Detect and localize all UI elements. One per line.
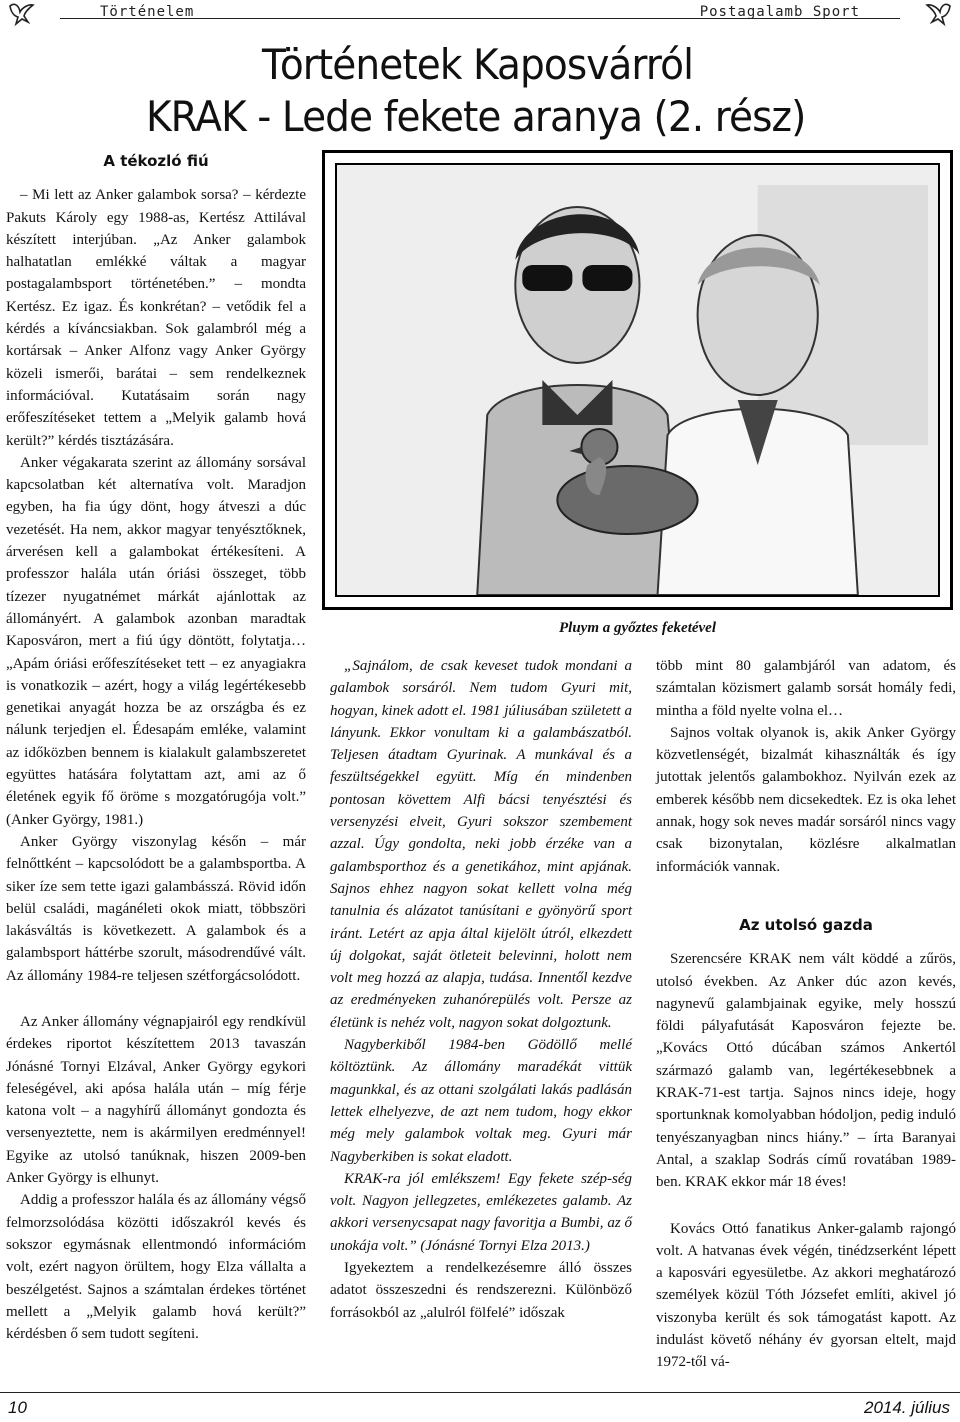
footer-rule <box>0 1392 960 1393</box>
left-column <box>6 150 306 1345</box>
dove-logo-icon <box>924 0 954 28</box>
section-heading: Az utolsó gazda <box>739 915 873 934</box>
middle-column <box>330 655 632 1324</box>
issue-date: 2014. július <box>863 1398 950 1417</box>
dove-logo-icon <box>6 0 36 28</box>
paragraph: KRAK-ra jól emlékszem! Egy fekete szép-ség volt. Nagyon jellegzetes, emlékezetes galamb. Az akkori versenycsapat nagy favoritja a Bumbi, az ő unokája volt.” (Jónásné Tornyi Elza 2013.) <box>330 1170 632 1254</box>
article-title-line2: KRAK - Lede fekete aranya (2. rész) <box>146 92 806 141</box>
paragraph: Szerencsére KRAK nem vált köddé a zűrös, utolsó években. Az Anker dúc azon kevés, nagynevű galambjainak egyike, mely hosszú földi pályafutását Kaposváron fejezte be. „Kovács Ottó dúcában számos Ankertól származó galamb van, legértékesebbnek a KRAK-71-est tartja. Sajnos nincs ideje, hogy sportunknak komolyabban hódoljon, pedig induló tenyészanyagban nincs hiány.” – írta Baranyai Antal, a szaklap Sodrás című rovatában 1989-ben. KRAK ekkor már 18 éves! <box>656 951 956 1191</box>
paragraph: Az Anker állomány végnapjairól egy rendkívül érdekes riportot készítettem 2013 tavaszán Jónásné Tornyi Elzával, Anker György egykori feleségével, aki apósa halála után – míg férje katona volt – a nagyhírű állományt gondozta és versenyeztette, nem is akármilyen eredménnyel! Egyike az utolsó tanúknak, hiszen 2009-ben Anker György is elhunyt. <box>6 1013 306 1187</box>
paragraph: Sajnos voltak olyanok is, akik Anker György közvetlenségét, bizalmát kihasználták és így jutottak jelentős galambokhoz. Nyilván ezek az emberek később nem dicsekedtek. Ez is oka lehet annak, hogy sok neves madár sorsáról nincs vagy csak bizonytalan, közlésre alkalmatlan információk vannak. <box>656 724 956 875</box>
article-photo <box>335 163 940 597</box>
paragraph: több mint 80 galambjáról van adatom, és számtalan közismert galamb sorsát homály fedi, mintha a föld nyelte volna el… <box>656 658 956 719</box>
paragraph: Kovács Ottó fanatikus Anker-galamb rajongó volt. A hatvanas évek végén, tinédzserként lépett a kaposvári egyesületbe. Az akkori meghatározó személyek közül Tóth Józsefet említi, akivel jó viszonyba került és sok támogatást kapott. Az indulást követő néhány év gyorsan eltelt, majd 1972-től vá- <box>656 1220 956 1371</box>
page-number: 10 <box>8 1398 27 1417</box>
section-label-left: Történelem <box>100 4 195 20</box>
section-heading: A tékozló fiú <box>103 152 209 170</box>
paragraph: Anker végakarata szerint az állomány sorsával kapcsolatban két alternatíva volt. Maradjon egyben, ha fia úgy dönt, hogy átveszi a dúc vezetését. Ha nem, akkor magyar tenyésztőknek, árverésen kell a galambokat értékesíteni. A professzor halála után óriási összeget, több tízezer nyugatnémet márkát ajánlottak az állományért. A galambok azonban maradtak Kaposváron, mert a fiú úgy döntött, folytatja… „Apám óriási erőfeszítéseket tett – ez anyagiakra is vonatkozik – azért, hogy a világ legértékesebb genetikai anyagát hozza be az országba és ez nálunk terjedjen el. Édesapám emléke, valamint az időközben bennem is kialakult galambszeretet együttes hatására folytattam azt, ami az ő életének egyik fő öröme s mozgatórugója volt.” (Anker György, 1981.) <box>6 454 306 828</box>
photo-frame <box>322 150 953 610</box>
paragraph: Nagyberkiből 1984-ben Gödöllő mellé költöztünk. Az állomány maradékát vittük magunkkal, és az ottani szolgálati lakás padlásán lettek elhelyezve, de azt nem tudom, hogy ekkor még mely galambok voltak meg. Gyuri már Nagyberkiben is sokat eladott. <box>330 1037 632 1165</box>
paragraph: Anker György viszonylag későn – már felnőttként – kapcsolódott be a galambsportba. A siker íze sem tette igazi galambásszá. Rövid időn belül családi, magánéleti okok miatt, többszöri lakásváltás is következett. A galambok és a galambsport háttérbe szorult, másodrendűvé vált. Az állomány 1984-re teljesen szétforgácsolódott. <box>6 833 306 984</box>
paragraph: „Sajnálom, de csak keveset tudok mondani a galambok sorsáról. Nem tudom Gyuri mit, hogyan, kinek adott el. 1981 júliusában született a lányunk. Ekkor vonultam ki a galambászatból. Teljesen átadtam Gyurinak. A munkával és a feszültségekkel együtt. Míg én mindenben pontosan követtem Alfi bácsi tenyésztési és versenyzési elveit, Gyuri sokszor szembement azzal. Úgy gondolta, neki jobb érzéke van a galambsporthoz és a genetikához, mint apjának. Sajnos ehhez nagyon sokat kellett volna még tanulnia és alázatot tanúsítani e gyönyörű sport iránt. Letért az apja által kijelölt útról, elkezdett új dolgokat, saját ötleteit belevinni, holott nem volt meg hozzá az alapja, tudása. Innentől kezdve az eredményeken zuhanórepülés volt. Persze az életünk is nehéz volt, nagyon sokat dolgoztunk. <box>330 658 632 1031</box>
paragraph: Igyekeztem a rendelkezésemre álló összes adatot összeszedni és rendszerezni. Különböző forrásokból az „alulról fölfelé” időszak <box>330 1260 632 1321</box>
paragraph: – Mi lett az Anker galambok sorsa? – kérdezte Pakuts Károly egy 1988-as, Kertész Attilával készített interjúban. „Az Anker galambok halhatatlan emlékké váltak a magyar postagalambsport történetében.” – mondta Kertész. Ez igaz. És konkrétan? – vetődik fel a kérdés a kíváncsiakban. Sok galambról még a kortársak – Anker Alfonz vagy Anker György közeli ismerői, barátai – sem rendelkeznek információval. Kutatásaim során nagy erőfeszítéseket tettem a „Melyik galamb hová került?” kérdés tisztázására. <box>6 187 306 449</box>
right-column <box>656 655 956 1374</box>
header-rule <box>60 18 900 19</box>
photo-caption: Pluym a győztes feketével <box>558 620 717 636</box>
two-men-with-pigeon-image <box>337 165 938 595</box>
article-title-line1: Történetek Kaposvárról <box>262 40 694 89</box>
paragraph: Addig a professzor halála és az állomány végső felmorzsolódása közötti időszakról kevés és sokszor egymásnak ellentmondó információm volt, ezért nagyon örültem, hogy Elza vállalta a beszélgetést. Sajnos a számtalan érdekes történet mellett a „Melyik galamb hová került?” kérdésben ő sem tudott segíteni. <box>6 1192 306 1343</box>
section-label-right: Postagalamb Sport <box>699 4 860 20</box>
